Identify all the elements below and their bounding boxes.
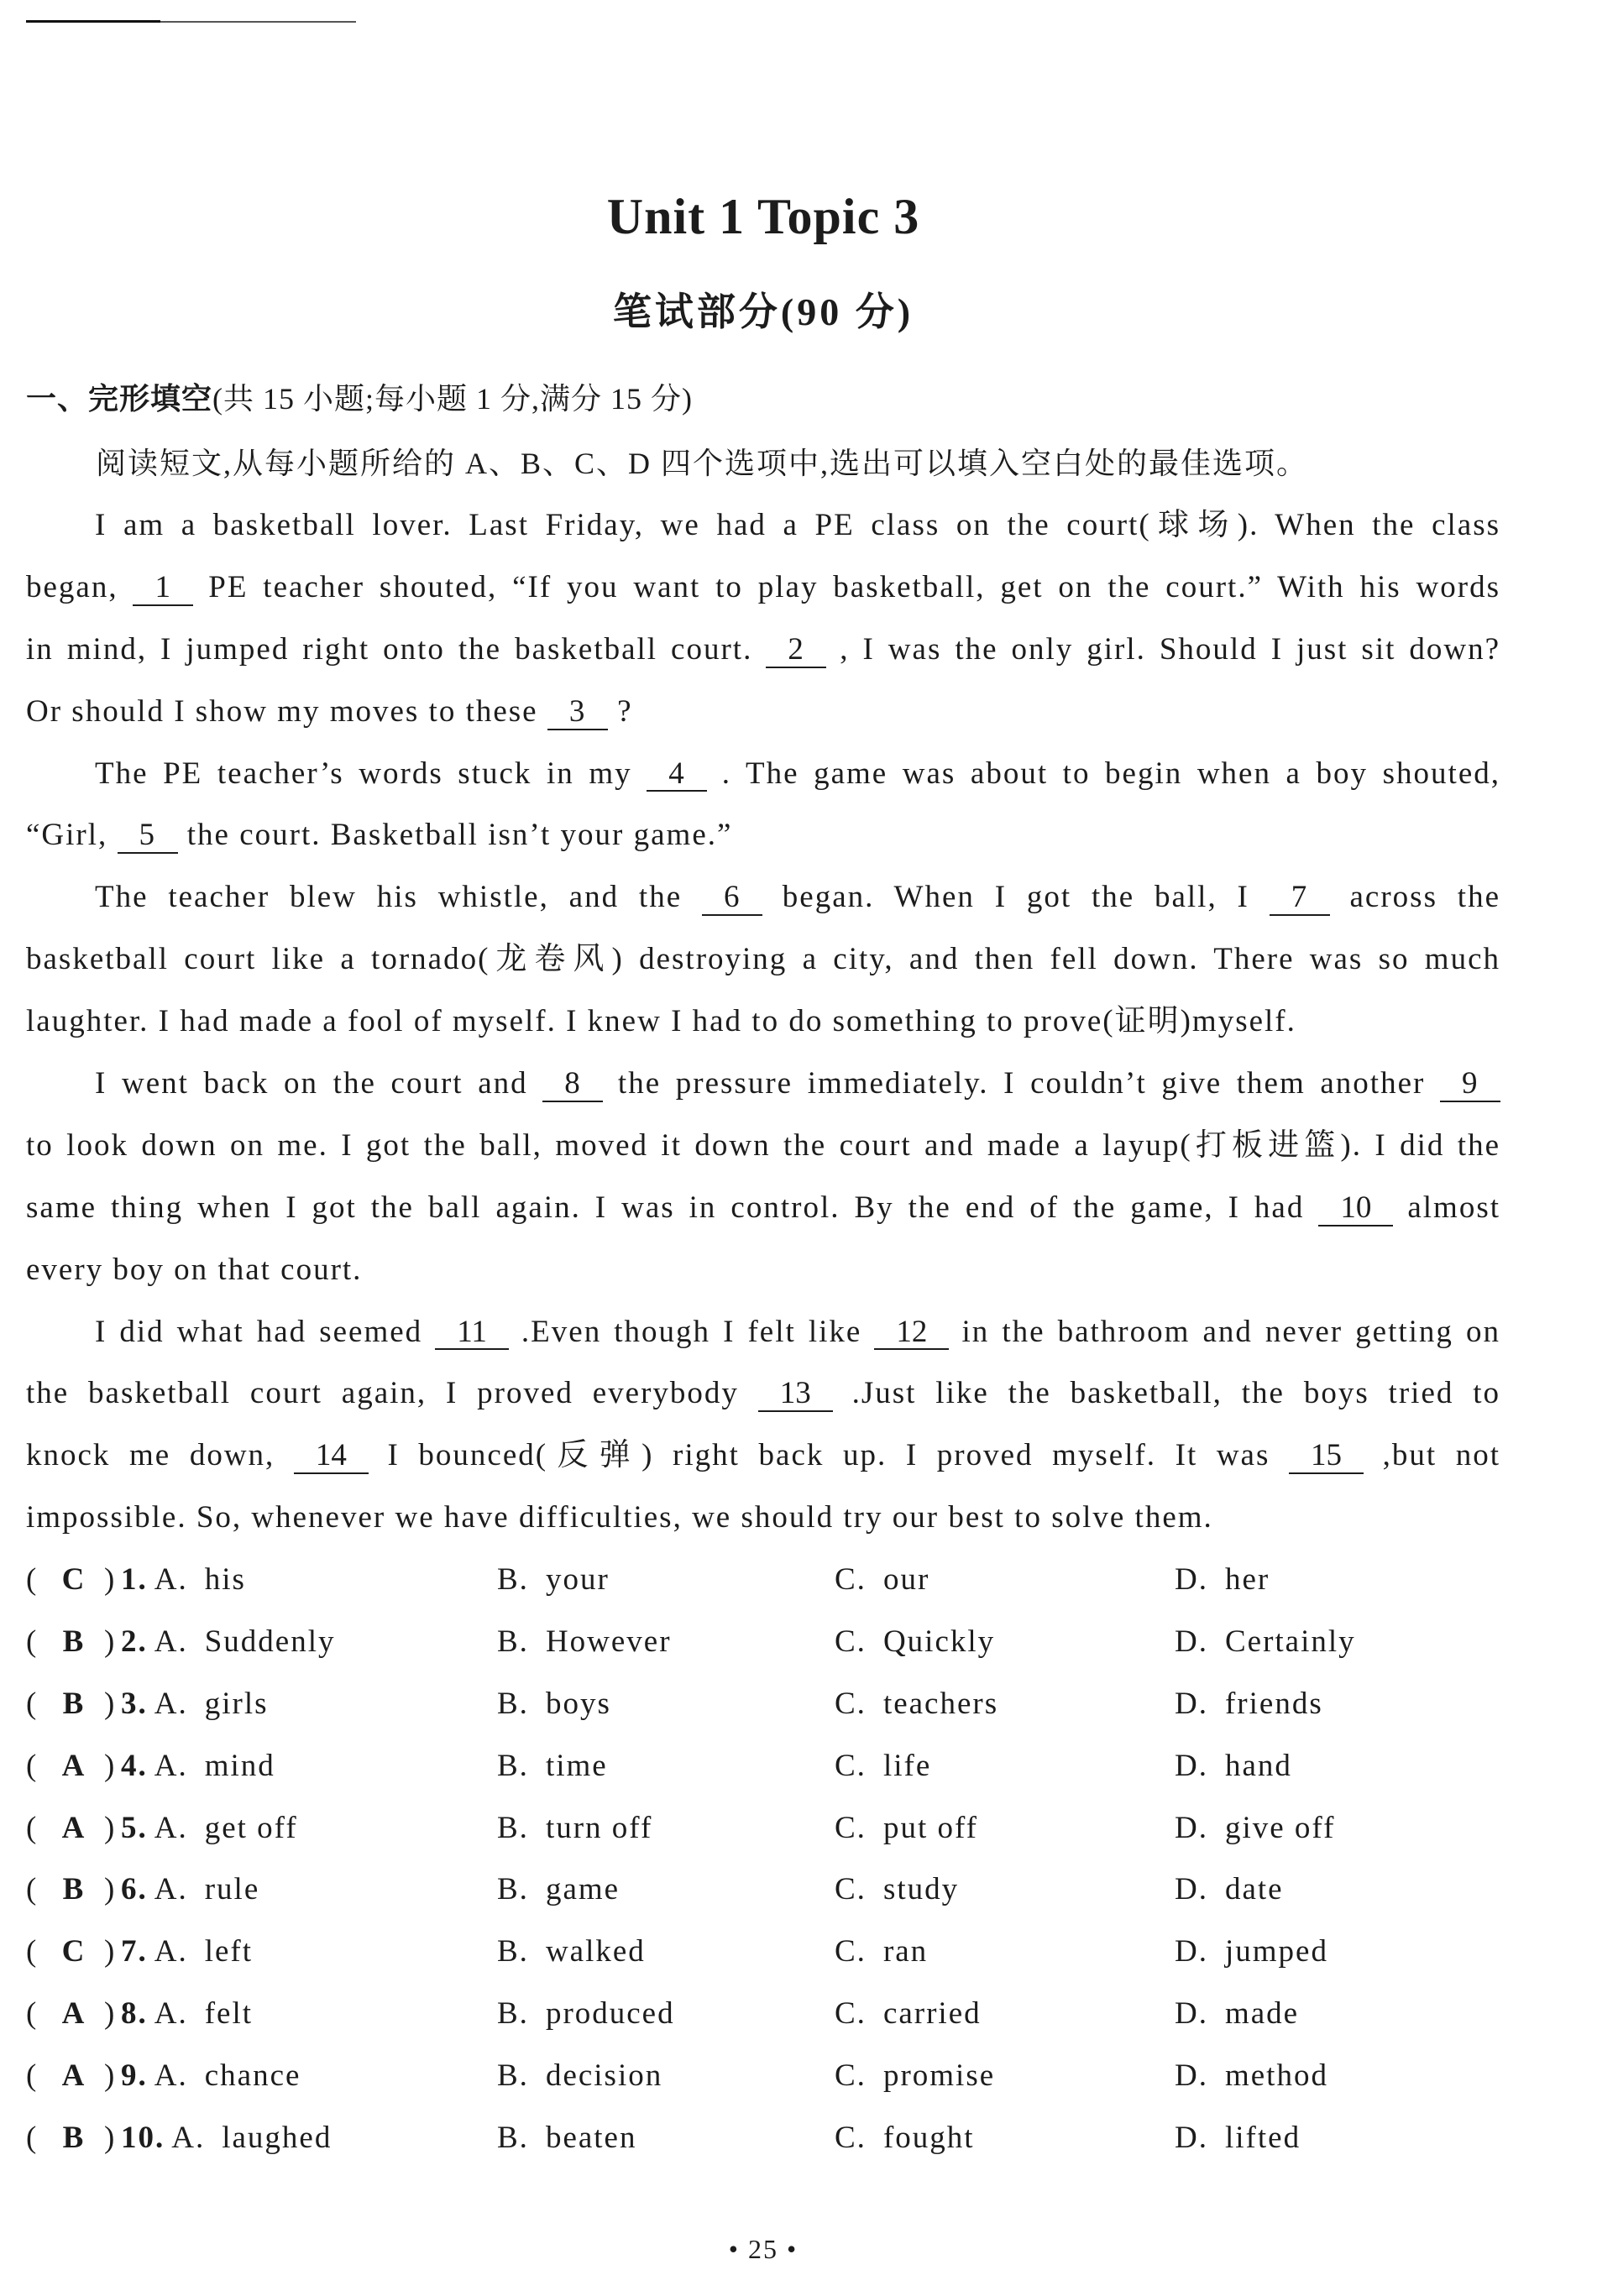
passage — [26, 494, 1500, 1549]
blank-11: 11 — [435, 1316, 509, 1351]
option-d — [1175, 1921, 1328, 1983]
passage-text: .Even though I felt like — [508, 1314, 875, 1349]
option-text: chance — [204, 2058, 301, 2094]
option-label: A. — [154, 1996, 188, 2032]
answer-letter: C — [61, 1934, 86, 1969]
passage-text: began, — [26, 569, 134, 604]
answer-bracket-close: ) — [104, 2058, 117, 2094]
answer-bracket-close: ) — [104, 1996, 117, 2032]
option-text: boys — [545, 1686, 611, 1721]
answer-bracket-close: ) — [104, 2121, 117, 2156]
option-text: method — [1224, 2058, 1328, 2094]
answer-bracket-close: ) — [104, 1624, 117, 1659]
option-label: C. — [835, 1934, 867, 1969]
option-label: C. — [835, 1748, 867, 1783]
passage-line — [26, 991, 1500, 1053]
passage-text: began. When I got the ball, I — [762, 880, 1270, 915]
passage-text: in mind, I jumped right onto the basketball court. — [26, 631, 767, 667]
option-c — [835, 2107, 975, 2169]
question-number: 7. — [121, 1934, 148, 1969]
passage-text: basketball court like a tornado(龙卷风) destroying a city, and then fell down. There was so much — [26, 942, 1500, 977]
passage-line — [26, 1301, 1500, 1363]
option-text: girls — [204, 1686, 269, 1721]
blank-4: 4 — [647, 758, 707, 792]
question-number: 10. — [121, 2121, 165, 2156]
option-b — [497, 1549, 610, 1611]
option-label: B. — [497, 1748, 529, 1783]
option-label: C. — [835, 1872, 867, 1907]
passage-text: “Girl, — [26, 818, 118, 853]
passage-line — [26, 1053, 1500, 1115]
passage-text: to look down on me. I got the ball, moved it down the court and made a layup(打板进篮). I did the — [26, 1127, 1500, 1163]
passage-text: the basketball court again, I proved everybody — [26, 1376, 758, 1411]
answer-bracket-close: ) — [104, 1810, 117, 1845]
passage-paragraph — [26, 1301, 1500, 1550]
blank-6: 6 — [702, 881, 762, 916]
option-d — [1175, 1549, 1270, 1611]
option-text: fought — [882, 2121, 975, 2156]
option-b — [497, 1859, 620, 1921]
answer-bracket-open: ( — [26, 1996, 39, 2032]
option-d — [1175, 1983, 1299, 2045]
option-d — [1175, 2107, 1301, 2169]
passage-text: impossible. So, whenever we have difficulties, we should try our best to solve them. — [26, 1500, 1213, 1535]
option-text: turn off — [545, 1810, 653, 1845]
blank-9: 9 — [1440, 1068, 1500, 1102]
option-label: C. — [835, 1562, 867, 1597]
passage-line — [26, 1487, 1500, 1549]
passage-line — [26, 1362, 1500, 1425]
option-label: D. — [1175, 1996, 1208, 2032]
passage-text: The teacher blew his whistle, and the — [95, 880, 702, 915]
question-row — [0, 1673, 1618, 1735]
option-text: put off — [882, 1810, 978, 1845]
option-label: B. — [497, 2121, 529, 2156]
option-text: rule — [204, 1872, 260, 1907]
page-title: Unit 1 Topic 3 — [606, 189, 920, 244]
option-label: A. — [154, 1748, 188, 1783]
header-rule-thin — [160, 21, 356, 23]
option-text: game — [545, 1872, 620, 1907]
option-label: B. — [497, 1872, 529, 1907]
question-number: 5. — [121, 1810, 148, 1845]
option-label: D. — [1175, 1748, 1208, 1783]
option-label: B. — [497, 1686, 529, 1721]
option-a — [121, 1735, 275, 1797]
option-text: life — [882, 1748, 932, 1783]
option-label: D. — [1175, 2121, 1208, 2156]
option-c — [835, 1735, 931, 1797]
passage-text: in the bathroom and never getting on — [949, 1314, 1500, 1349]
blank-5: 5 — [118, 819, 178, 854]
option-label: A. — [154, 1686, 188, 1721]
option-a — [121, 1983, 253, 2045]
option-c — [835, 1673, 998, 1735]
option-text: hand — [1224, 1748, 1292, 1783]
option-text: time — [545, 1748, 608, 1783]
question-row — [0, 1611, 1618, 1673]
option-b — [497, 1983, 675, 2045]
option-text: date — [1224, 1872, 1284, 1907]
header-rule — [26, 20, 160, 23]
passage-line — [26, 681, 1500, 743]
option-text: his — [204, 1562, 246, 1597]
question-row — [0, 1797, 1618, 1859]
passage-text: I bounced(反弹) right back up. I proved myself. It was — [368, 1438, 1289, 1473]
option-label: B. — [497, 1996, 529, 2032]
option-d — [1175, 1735, 1292, 1797]
passage-text: . The game was about to begin when a boy shouted, — [707, 756, 1500, 791]
answer-letter: A — [61, 2058, 86, 2094]
passage-text: across the — [1329, 880, 1500, 915]
option-a — [121, 1549, 246, 1611]
answer-bracket-close: ) — [104, 1872, 117, 1907]
option-b — [497, 1797, 652, 1859]
question-number: 8. — [121, 1996, 148, 2032]
option-text: jumped — [1224, 1934, 1328, 1969]
passage-text: , I was the only girl. Should I just sit down? — [826, 631, 1500, 667]
option-label: D. — [1175, 1872, 1208, 1907]
question-number: 1. — [121, 1562, 148, 1597]
passage-line — [26, 928, 1500, 991]
passage-paragraph — [26, 866, 1500, 1053]
passage-text: I did what had seemed — [95, 1314, 436, 1349]
option-text: walked — [545, 1934, 646, 1969]
option-text: our — [882, 1562, 930, 1597]
question-number: 3. — [121, 1686, 148, 1721]
passage-text: almost — [1393, 1190, 1500, 1225]
blank-15: 15 — [1289, 1440, 1364, 1474]
option-label: C. — [835, 1996, 867, 2032]
blank-12: 12 — [874, 1316, 949, 1351]
question-number: 4. — [121, 1748, 148, 1783]
answer-bracket-close: ) — [104, 1748, 117, 1783]
answer-letter: A — [61, 1996, 86, 2032]
option-label: C. — [835, 2121, 867, 2156]
option-text: However — [545, 1624, 672, 1659]
passage-text: I went back on the court and — [95, 1066, 543, 1101]
option-b — [497, 2107, 636, 2169]
option-label: D. — [1175, 1686, 1208, 1721]
passage-line — [26, 557, 1500, 619]
question-number: 9. — [121, 2058, 148, 2094]
option-text: get off — [204, 1810, 298, 1845]
option-text: give off — [1224, 1810, 1336, 1845]
blank-2: 2 — [766, 634, 826, 668]
question-row — [0, 1921, 1618, 1983]
answer-bracket-open: ( — [26, 1562, 39, 1597]
option-d — [1175, 1797, 1335, 1859]
section-scoring-note: (共 15 小题;每小题 1 分,满分 15 分) — [212, 382, 693, 416]
passage-line — [26, 804, 1500, 866]
option-b — [497, 1673, 611, 1735]
option-c — [835, 1983, 982, 2045]
question-number: 6. — [121, 1872, 148, 1907]
section-instructions: 阅读短文,从每小题所给的 A、B、C、D 四个选项中,选出可以填入空白处的最佳选项。 — [96, 447, 1309, 480]
option-label: A. — [171, 2121, 206, 2156]
option-text: lifted — [1224, 2121, 1301, 2156]
option-label: B. — [497, 1624, 529, 1659]
answer-bracket-open: ( — [26, 1872, 39, 1907]
option-text: Quickly — [882, 1624, 996, 1659]
option-label: A. — [154, 1872, 188, 1907]
passage-line — [26, 743, 1500, 805]
question-row — [0, 2045, 1618, 2107]
option-label: A. — [154, 2058, 188, 2094]
option-label: B. — [497, 1562, 529, 1597]
passage-text: same thing when I got the ball again. I was in control. By the end of the game, I had — [26, 1190, 1319, 1225]
option-text: Suddenly — [204, 1624, 336, 1659]
passage-line — [26, 494, 1500, 557]
passage-text: laughter. I had made a fool of myself. I knew I had to do something to prove(证明)myself. — [26, 1004, 1296, 1039]
option-d — [1175, 2045, 1328, 2107]
passage-line — [26, 1115, 1500, 1177]
passage-paragraph — [26, 494, 1500, 743]
blank-7: 7 — [1270, 881, 1330, 916]
blank-14: 14 — [294, 1440, 369, 1474]
passage-text: I am a basketball lover. Last Friday, we had a PE class on the court(球场). When the class — [95, 508, 1500, 542]
option-d — [1175, 1859, 1284, 1921]
option-text: Certainly — [1224, 1624, 1356, 1659]
passage-paragraph — [26, 1053, 1500, 1301]
option-text: study — [882, 1872, 960, 1907]
option-label: B. — [497, 1810, 529, 1845]
passage-line — [26, 1425, 1500, 1487]
option-label: C. — [835, 1686, 867, 1721]
passage-line — [26, 866, 1500, 928]
option-text: promise — [882, 2058, 996, 2094]
option-label: C. — [835, 2058, 867, 2094]
option-label: C. — [835, 1624, 867, 1659]
passage-text: .Just like the basketball, the boys tried to — [832, 1376, 1500, 1411]
option-label: C. — [835, 1810, 867, 1845]
option-b — [497, 1735, 608, 1797]
option-label: A. — [154, 1810, 188, 1845]
answer-bracket-open: ( — [26, 2121, 39, 2156]
option-label: A. — [154, 1562, 188, 1597]
option-c — [835, 1921, 928, 1983]
option-b — [497, 1611, 672, 1673]
blank-8: 8 — [542, 1068, 603, 1102]
passage-line — [26, 1239, 1500, 1301]
option-text: carried — [882, 1996, 982, 2032]
question-row — [0, 2107, 1618, 2169]
blank-1: 1 — [133, 572, 193, 606]
question-number: 2. — [121, 1624, 148, 1659]
option-label: D. — [1175, 1810, 1208, 1845]
passage-text: The PE teacher’s words stuck in my — [95, 756, 647, 791]
option-label: B. — [497, 2058, 529, 2094]
answer-letter: A — [61, 1810, 86, 1845]
answer-bracket-close: ) — [104, 1562, 117, 1597]
answer-bracket-close: ) — [104, 1934, 117, 1969]
answer-bracket-open: ( — [26, 1810, 39, 1845]
option-text: decision — [545, 2058, 663, 2094]
option-a — [121, 1673, 269, 1735]
passage-text: the pressure immediately. I couldn’t give them another — [603, 1066, 1440, 1101]
answer-bracket-close: ) — [104, 1686, 117, 1721]
blank-10: 10 — [1318, 1192, 1393, 1226]
option-label: B. — [497, 1934, 529, 1969]
answer-letter: B — [62, 1624, 86, 1659]
option-text: felt — [204, 1996, 254, 2032]
answer-bracket-open: ( — [26, 2058, 39, 2094]
option-text: ran — [882, 1934, 929, 1969]
option-a — [121, 1859, 259, 1921]
option-a — [121, 2107, 332, 2169]
option-label: D. — [1175, 2058, 1208, 2094]
option-b — [497, 2045, 662, 2107]
answer-bracket-open: ( — [26, 1624, 39, 1659]
question-row — [0, 1983, 1618, 2045]
page-number: • 25 • — [728, 2234, 799, 2264]
question-row — [0, 1859, 1618, 1921]
answer-letter: A — [61, 1748, 86, 1783]
option-c — [835, 1611, 995, 1673]
option-b — [497, 1921, 646, 1983]
option-a — [121, 1797, 298, 1859]
question-row — [0, 1549, 1618, 1611]
question-list — [0, 1549, 1618, 2169]
option-text: laughed — [222, 2121, 333, 2156]
option-text: teachers — [882, 1686, 999, 1721]
passage-text: PE teacher shouted, “If you want to play basketball, get on the court.” With his words — [193, 569, 1500, 604]
option-text: left — [204, 1934, 254, 1969]
answer-letter: C — [61, 1562, 86, 1597]
option-text: made — [1224, 1996, 1300, 2032]
option-text: produced — [545, 1996, 675, 2032]
answer-letter: B — [62, 1686, 86, 1721]
passage-text: Or should I show my moves to these — [26, 693, 547, 729]
passage-text: ? — [607, 693, 633, 729]
option-a — [121, 1921, 253, 1983]
section-heading — [26, 374, 693, 424]
part-title: 笔试部分(90 分) — [612, 290, 914, 333]
option-c — [835, 2045, 995, 2107]
blank-3: 3 — [547, 696, 608, 730]
blank-13: 13 — [758, 1378, 833, 1412]
passage-line — [26, 619, 1500, 681]
option-d — [1175, 1673, 1323, 1735]
option-text: her — [1224, 1562, 1270, 1597]
answer-bracket-open: ( — [26, 1686, 39, 1721]
option-c — [835, 1549, 929, 1611]
option-a — [121, 1611, 336, 1673]
passage-text: knock me down, — [26, 1438, 294, 1473]
passage-text: ,but not — [1363, 1438, 1500, 1473]
option-d — [1175, 1611, 1356, 1673]
option-text: mind — [204, 1748, 275, 1783]
answer-letter: B — [62, 2121, 86, 2156]
answer-bracket-open: ( — [26, 1934, 39, 1969]
option-label: D. — [1175, 1562, 1208, 1597]
section-title: 一、完形填空 — [26, 382, 213, 416]
passage-text: the court. Basketball isn’t your game.” — [177, 818, 733, 853]
option-label: D. — [1175, 1934, 1208, 1969]
option-c — [835, 1797, 978, 1859]
option-text: friends — [1224, 1686, 1323, 1721]
passage-text: every boy on that court. — [26, 1252, 363, 1287]
answer-letter: B — [62, 1872, 86, 1907]
passage-paragraph — [26, 743, 1500, 867]
option-text: your — [545, 1562, 610, 1597]
option-a — [121, 2045, 301, 2107]
option-label: A. — [154, 1624, 188, 1659]
option-text: beaten — [545, 2121, 637, 2156]
question-row — [0, 1735, 1618, 1797]
passage-line — [26, 1177, 1500, 1239]
option-label: A. — [154, 1934, 188, 1969]
answer-bracket-open: ( — [26, 1748, 39, 1783]
option-label: D. — [1175, 1624, 1208, 1659]
option-c — [835, 1859, 959, 1921]
